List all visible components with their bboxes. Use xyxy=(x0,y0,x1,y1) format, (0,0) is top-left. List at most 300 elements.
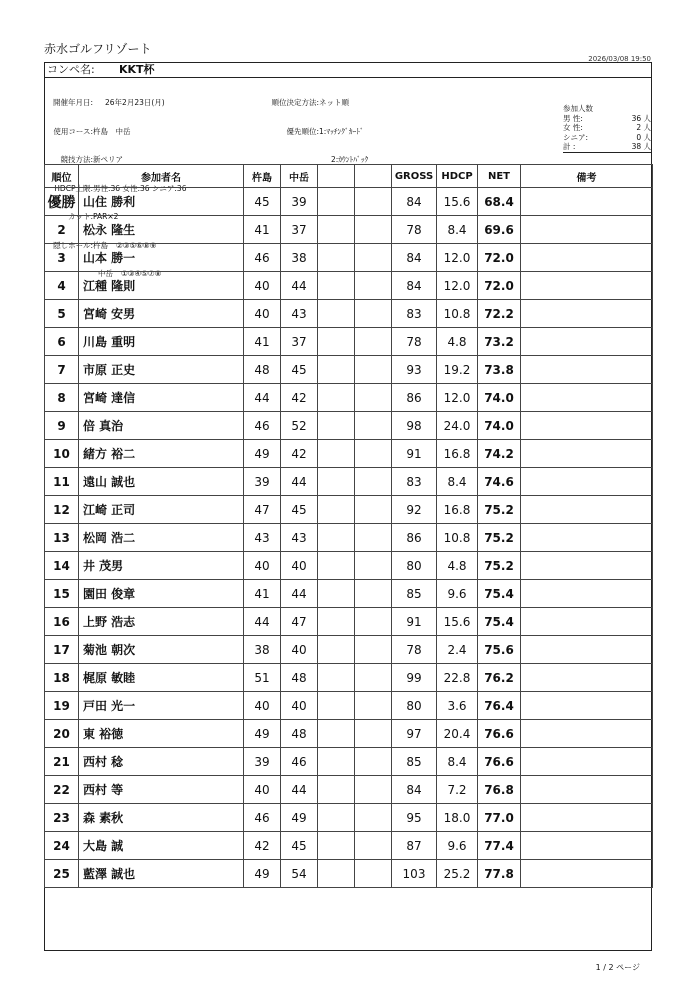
rank-cell: 16 xyxy=(45,608,79,636)
gross-cell: 87 xyxy=(392,832,437,860)
remarks-cell xyxy=(521,832,653,860)
hidden-course-2: 中岳 xyxy=(98,269,113,278)
in-score-cell: 54 xyxy=(281,860,318,888)
blank-cell xyxy=(355,328,392,356)
remarks-cell xyxy=(521,440,653,468)
net-cell: 75.2 xyxy=(478,552,521,580)
hdcp-cell: 15.6 xyxy=(437,188,478,216)
hdcp-cell: 15.6 xyxy=(437,608,478,636)
hdcp-cell: 2.4 xyxy=(437,636,478,664)
blank-cell xyxy=(318,664,355,692)
rank-cell: 20 xyxy=(45,720,79,748)
blank-cell xyxy=(355,860,392,888)
remarks-cell xyxy=(521,552,653,580)
net-cell: 75.6 xyxy=(478,636,521,664)
blank-cell xyxy=(355,692,392,720)
remarks-cell xyxy=(521,188,653,216)
blank-cell xyxy=(355,216,392,244)
in-score-cell: 40 xyxy=(281,636,318,664)
in-score-cell: 44 xyxy=(281,272,318,300)
net-cell: 74.0 xyxy=(478,384,521,412)
hdcp-cell: 24.0 xyxy=(437,412,478,440)
gross-cell: 91 xyxy=(392,608,437,636)
rank-cell: 21 xyxy=(45,748,79,776)
rank-cell: 24 xyxy=(45,832,79,860)
rank-cell: 18 xyxy=(45,664,79,692)
rank-cell: 14 xyxy=(45,552,79,580)
rank-cell: 12 xyxy=(45,496,79,524)
name-cell: 松岡 浩二 xyxy=(79,524,244,552)
rank-cell: 11 xyxy=(45,468,79,496)
in-score-cell: 44 xyxy=(281,468,318,496)
gross-cell: 103 xyxy=(392,860,437,888)
remarks-cell xyxy=(521,300,653,328)
course-value: 杵島 中岳 xyxy=(93,126,131,136)
blank-cell xyxy=(355,636,392,664)
net-cell: 72.0 xyxy=(478,272,521,300)
table-row xyxy=(45,692,653,720)
in-score-cell: 38 xyxy=(281,244,318,272)
in-score-cell: 47 xyxy=(281,608,318,636)
in-score-cell: 45 xyxy=(281,356,318,384)
out-score-cell: 40 xyxy=(244,776,281,804)
gross-cell: 78 xyxy=(392,328,437,356)
remarks-cell xyxy=(521,272,653,300)
name-cell: 戸田 光一 xyxy=(79,692,244,720)
remarks-cell xyxy=(521,384,653,412)
blank-cell xyxy=(318,300,355,328)
out-score-cell: 41 xyxy=(244,328,281,356)
hidden-holes-2: ①③④⑤⑦⑧ xyxy=(121,269,162,278)
table-row xyxy=(45,608,653,636)
out-score-cell: 42 xyxy=(244,832,281,860)
gross-cell: 86 xyxy=(392,384,437,412)
rank-cell: 3 xyxy=(45,244,79,272)
name-cell: 倍 真治 xyxy=(79,412,244,440)
net-cell: 75.4 xyxy=(478,608,521,636)
blank-cell xyxy=(355,776,392,804)
name-cell: 上野 浩志 xyxy=(79,608,244,636)
out-score-cell: 38 xyxy=(244,636,281,664)
blank-cell xyxy=(355,664,392,692)
blank-cell xyxy=(318,384,355,412)
col-header-hdcp: HDCP xyxy=(437,165,478,188)
results-sheet xyxy=(44,62,652,951)
method-label: 競技方法: xyxy=(60,155,93,164)
rank-cell: 19 xyxy=(45,692,79,720)
remarks-cell xyxy=(521,636,653,664)
out-score-cell: 40 xyxy=(244,552,281,580)
gross-cell: 99 xyxy=(392,664,437,692)
table-row xyxy=(45,356,653,384)
blank-cell xyxy=(318,440,355,468)
name-cell: 西村 等 xyxy=(79,776,244,804)
name-cell: 川島 重明 xyxy=(79,328,244,356)
net-cell: 76.6 xyxy=(478,720,521,748)
remarks-cell xyxy=(521,580,653,608)
count-value: 2 人 xyxy=(636,123,651,132)
blank-cell xyxy=(355,748,392,776)
gross-cell: 80 xyxy=(392,692,437,720)
table-row xyxy=(45,804,653,832)
hidden-holes-label: 隠しホール: xyxy=(53,240,93,250)
out-score-cell: 49 xyxy=(244,860,281,888)
name-cell: 宮崎 安男 xyxy=(79,300,244,328)
hdcp-cell: 20.4 xyxy=(437,720,478,748)
blank-cell xyxy=(318,552,355,580)
gross-cell: 80 xyxy=(392,552,437,580)
count-label: 女 性: xyxy=(563,123,583,132)
table-row xyxy=(45,412,653,440)
blank-cell xyxy=(355,412,392,440)
name-cell: 遠山 誠也 xyxy=(79,468,244,496)
remarks-cell xyxy=(521,356,653,384)
rank-cell: 10 xyxy=(45,440,79,468)
blank-cell xyxy=(355,384,392,412)
gross-cell: 86 xyxy=(392,524,437,552)
method-value: 新ペリア xyxy=(93,155,123,164)
gross-cell: 95 xyxy=(392,804,437,832)
cut-value: PAR×2 xyxy=(93,212,119,221)
rank-cell: 5 xyxy=(45,300,79,328)
net-cell: 77.0 xyxy=(478,804,521,832)
in-score-cell: 37 xyxy=(281,328,318,356)
col-header-name: 参加者名 xyxy=(79,165,244,188)
hdcp-cell: 8.4 xyxy=(437,748,478,776)
blank-cell xyxy=(318,468,355,496)
hdcp-cell: 8.4 xyxy=(437,468,478,496)
competition-name: KKT杯 xyxy=(119,63,155,76)
in-score-cell: 48 xyxy=(281,720,318,748)
blank-cell xyxy=(318,496,355,524)
net-cell: 72.2 xyxy=(478,300,521,328)
table-row xyxy=(45,748,653,776)
gross-cell: 85 xyxy=(392,580,437,608)
date-label: 開催年月日: xyxy=(52,98,93,107)
competition-bar xyxy=(45,63,651,78)
rank-cell: 6 xyxy=(45,328,79,356)
resort-title: 赤水ゴルフリゾート xyxy=(44,42,152,56)
in-score-cell: 48 xyxy=(281,664,318,692)
gross-cell: 78 xyxy=(392,636,437,664)
net-cell: 76.8 xyxy=(478,776,521,804)
table-row xyxy=(45,832,653,860)
print-timestamp: 2026/03/08 19:50 xyxy=(588,55,651,63)
blank-cell xyxy=(318,328,355,356)
net-cell: 76.6 xyxy=(478,748,521,776)
hdcp-cell: 16.8 xyxy=(437,440,478,468)
out-score-cell: 40 xyxy=(244,300,281,328)
hdcp-cell: 9.6 xyxy=(437,580,478,608)
remarks-cell xyxy=(521,748,653,776)
blank-cell xyxy=(318,692,355,720)
name-cell: 山住 勝利 xyxy=(79,188,244,216)
gross-cell: 92 xyxy=(392,496,437,524)
page-number: 1 / 2 ページ xyxy=(595,963,640,972)
rank-cell: 優勝 xyxy=(45,188,79,216)
remarks-cell xyxy=(521,608,653,636)
rank-cell: 17 xyxy=(45,636,79,664)
table-row xyxy=(45,384,653,412)
in-score-cell: 52 xyxy=(281,412,318,440)
in-score-cell: 44 xyxy=(281,776,318,804)
table-row xyxy=(45,188,653,216)
gross-cell: 84 xyxy=(392,272,437,300)
net-cell: 72.0 xyxy=(478,244,521,272)
in-score-cell: 46 xyxy=(281,748,318,776)
name-cell: 東 裕徳 xyxy=(79,720,244,748)
out-score-cell: 49 xyxy=(244,440,281,468)
remarks-cell xyxy=(521,860,653,888)
participant-counts xyxy=(563,104,651,153)
hdcp-cell: 12.0 xyxy=(437,384,478,412)
gross-cell: 84 xyxy=(392,244,437,272)
gross-cell: 83 xyxy=(392,300,437,328)
out-score-cell: 40 xyxy=(244,272,281,300)
in-score-cell: 42 xyxy=(281,384,318,412)
blank-cell xyxy=(355,188,392,216)
col-header-blank-1 xyxy=(318,165,355,188)
blank-cell xyxy=(318,860,355,888)
blank-cell xyxy=(355,300,392,328)
rank-cell: 13 xyxy=(45,524,79,552)
net-cell: 77.4 xyxy=(478,832,521,860)
table-row xyxy=(45,720,653,748)
blank-cell xyxy=(355,580,392,608)
rank-cell: 15 xyxy=(45,580,79,608)
name-cell: 西村 稔 xyxy=(79,748,244,776)
blank-cell xyxy=(355,552,392,580)
remarks-cell xyxy=(521,412,653,440)
table-row xyxy=(45,300,653,328)
count-value: 0 人 xyxy=(636,132,651,142)
name-cell: 緒方 裕二 xyxy=(79,440,244,468)
in-score-cell: 39 xyxy=(281,188,318,216)
table-row xyxy=(45,552,653,580)
hdcp-cell: 25.2 xyxy=(437,860,478,888)
net-cell: 77.8 xyxy=(478,860,521,888)
gross-cell: 84 xyxy=(392,188,437,216)
competition-label: コンペ名: xyxy=(47,63,95,76)
blank-cell xyxy=(355,356,392,384)
rank-cell: 8 xyxy=(45,384,79,412)
hdcp-cell: 18.0 xyxy=(437,804,478,832)
blank-cell xyxy=(318,776,355,804)
net-cell: 74.6 xyxy=(478,468,521,496)
results-table xyxy=(44,164,653,888)
blank-cell xyxy=(318,608,355,636)
net-cell: 69.6 xyxy=(478,216,521,244)
table-row xyxy=(45,860,653,888)
name-cell: 森 素秋 xyxy=(79,804,244,832)
hdcp-cell: 10.8 xyxy=(437,524,478,552)
out-score-cell: 40 xyxy=(244,692,281,720)
course-label: 使用コース: xyxy=(53,126,93,136)
table-row xyxy=(45,636,653,664)
net-cell: 73.8 xyxy=(478,356,521,384)
blank-cell xyxy=(355,496,392,524)
table-row xyxy=(45,440,653,468)
hdcp-cell: 3.6 xyxy=(437,692,478,720)
name-cell: 市原 正史 xyxy=(79,356,244,384)
name-cell: 山本 勝一 xyxy=(79,244,244,272)
in-score-cell: 43 xyxy=(281,300,318,328)
hdcp-cell: 9.6 xyxy=(437,832,478,860)
count-value: 36 人 xyxy=(631,113,651,123)
net-cell: 74.0 xyxy=(478,412,521,440)
priority-2: 2:ｶｳﾝﾄﾊﾞｯｸ xyxy=(331,155,369,164)
table-row xyxy=(45,244,653,272)
table-row xyxy=(45,580,653,608)
blank-cell xyxy=(318,412,355,440)
in-score-cell: 40 xyxy=(281,692,318,720)
hidden-holes-1: ②③⑤⑥⑧⑨ xyxy=(116,240,157,250)
in-score-cell: 37 xyxy=(281,216,318,244)
col-header-blank-2 xyxy=(355,165,392,188)
col-header-net: NET xyxy=(478,165,521,188)
blank-cell xyxy=(355,608,392,636)
blank-cell xyxy=(318,804,355,832)
count-label: シニア: xyxy=(563,132,589,142)
table-row xyxy=(45,496,653,524)
remarks-cell xyxy=(521,692,653,720)
remarks-cell xyxy=(521,496,653,524)
blank-cell xyxy=(318,216,355,244)
blank-cell xyxy=(318,636,355,664)
rank-cell: 9 xyxy=(45,412,79,440)
table-row xyxy=(45,468,653,496)
net-cell: 73.2 xyxy=(478,328,521,356)
blank-cell xyxy=(318,244,355,272)
remarks-cell xyxy=(521,244,653,272)
out-score-cell: 48 xyxy=(244,356,281,384)
in-score-cell: 49 xyxy=(281,804,318,832)
out-score-cell: 46 xyxy=(244,804,281,832)
remarks-cell xyxy=(521,720,653,748)
hdcp-cell: 22.8 xyxy=(437,664,478,692)
table-row xyxy=(45,272,653,300)
rank-method-value: ネット順 xyxy=(319,98,349,107)
rank-method-label: 順位決定方法: xyxy=(271,98,319,107)
hdcp-label: HDCP上限: xyxy=(54,183,93,193)
hdcp-cell: 12.0 xyxy=(437,272,478,300)
name-cell: 藍澤 誠也 xyxy=(79,860,244,888)
name-cell: 江種 隆則 xyxy=(79,272,244,300)
name-cell: 江崎 正司 xyxy=(79,496,244,524)
out-score-cell: 41 xyxy=(244,216,281,244)
remarks-cell xyxy=(521,664,653,692)
out-score-cell: 46 xyxy=(244,412,281,440)
hdcp-cell: 16.8 xyxy=(437,496,478,524)
blank-cell xyxy=(355,468,392,496)
count-label: 男 性: xyxy=(563,113,583,123)
table-row xyxy=(45,524,653,552)
gross-cell: 84 xyxy=(392,776,437,804)
out-score-cell: 39 xyxy=(244,748,281,776)
net-cell: 75.2 xyxy=(478,496,521,524)
out-score-cell: 41 xyxy=(244,580,281,608)
in-score-cell: 45 xyxy=(281,496,318,524)
out-score-cell: 46 xyxy=(244,244,281,272)
out-score-cell: 47 xyxy=(244,496,281,524)
blank-cell xyxy=(318,356,355,384)
blank-cell xyxy=(318,748,355,776)
name-cell: 井 茂男 xyxy=(79,552,244,580)
out-score-cell: 43 xyxy=(244,524,281,552)
hdcp-cell: 19.2 xyxy=(437,356,478,384)
remarks-cell xyxy=(521,804,653,832)
in-score-cell: 43 xyxy=(281,524,318,552)
blank-cell xyxy=(355,804,392,832)
table-header-row xyxy=(45,165,653,188)
priority-1: 1:ﾏｯﾁﾝｸﾞｶｰﾄﾞ xyxy=(319,126,364,136)
rank-cell: 25 xyxy=(45,860,79,888)
table-row xyxy=(45,328,653,356)
net-cell: 76.2 xyxy=(478,664,521,692)
name-cell: 大島 誠 xyxy=(79,832,244,860)
col-header-rank: 順位 xyxy=(45,165,79,188)
hdcp-cell: 4.8 xyxy=(437,328,478,356)
blank-cell xyxy=(355,832,392,860)
gross-cell: 78 xyxy=(392,216,437,244)
out-score-cell: 45 xyxy=(244,188,281,216)
remarks-cell xyxy=(521,468,653,496)
remarks-cell xyxy=(521,524,653,552)
out-score-cell: 51 xyxy=(244,664,281,692)
name-cell: 園田 俊章 xyxy=(79,580,244,608)
blank-cell xyxy=(355,440,392,468)
cut-label: カット: xyxy=(68,212,93,221)
net-cell: 75.2 xyxy=(478,524,521,552)
gross-cell: 97 xyxy=(392,720,437,748)
hdcp-cell: 7.2 xyxy=(437,776,478,804)
rank-cell: 4 xyxy=(45,272,79,300)
participants-title: 参加人数 xyxy=(563,104,593,113)
col-header-gross: GROSS xyxy=(392,165,437,188)
col-header-remarks: 備考 xyxy=(521,165,653,188)
priority-label: 優先順位: xyxy=(286,126,319,136)
net-cell: 76.4 xyxy=(478,692,521,720)
table-row xyxy=(45,664,653,692)
hdcp-cell: 4.8 xyxy=(437,552,478,580)
count-label: 計 : xyxy=(563,142,576,151)
gross-cell: 98 xyxy=(392,412,437,440)
net-cell: 74.2 xyxy=(478,440,521,468)
blank-cell xyxy=(318,188,355,216)
name-cell: 梶原 敏睦 xyxy=(79,664,244,692)
name-cell: 宮崎 達信 xyxy=(79,384,244,412)
blank-cell xyxy=(318,720,355,748)
col-header-out: 杵島 xyxy=(244,165,281,188)
hdcp-cell: 8.4 xyxy=(437,216,478,244)
in-score-cell: 42 xyxy=(281,440,318,468)
in-score-cell: 40 xyxy=(281,552,318,580)
name-cell: 菊池 朝次 xyxy=(79,636,244,664)
out-score-cell: 44 xyxy=(244,384,281,412)
table-row xyxy=(45,216,653,244)
remarks-cell xyxy=(521,216,653,244)
blank-cell xyxy=(318,832,355,860)
table-row xyxy=(45,776,653,804)
remarks-cell xyxy=(521,776,653,804)
blank-cell xyxy=(318,524,355,552)
out-score-cell: 39 xyxy=(244,468,281,496)
blank-cell xyxy=(355,524,392,552)
out-score-cell: 49 xyxy=(244,720,281,748)
out-score-cell: 44 xyxy=(244,608,281,636)
col-header-in: 中岳 xyxy=(281,165,318,188)
rank-cell: 2 xyxy=(45,216,79,244)
